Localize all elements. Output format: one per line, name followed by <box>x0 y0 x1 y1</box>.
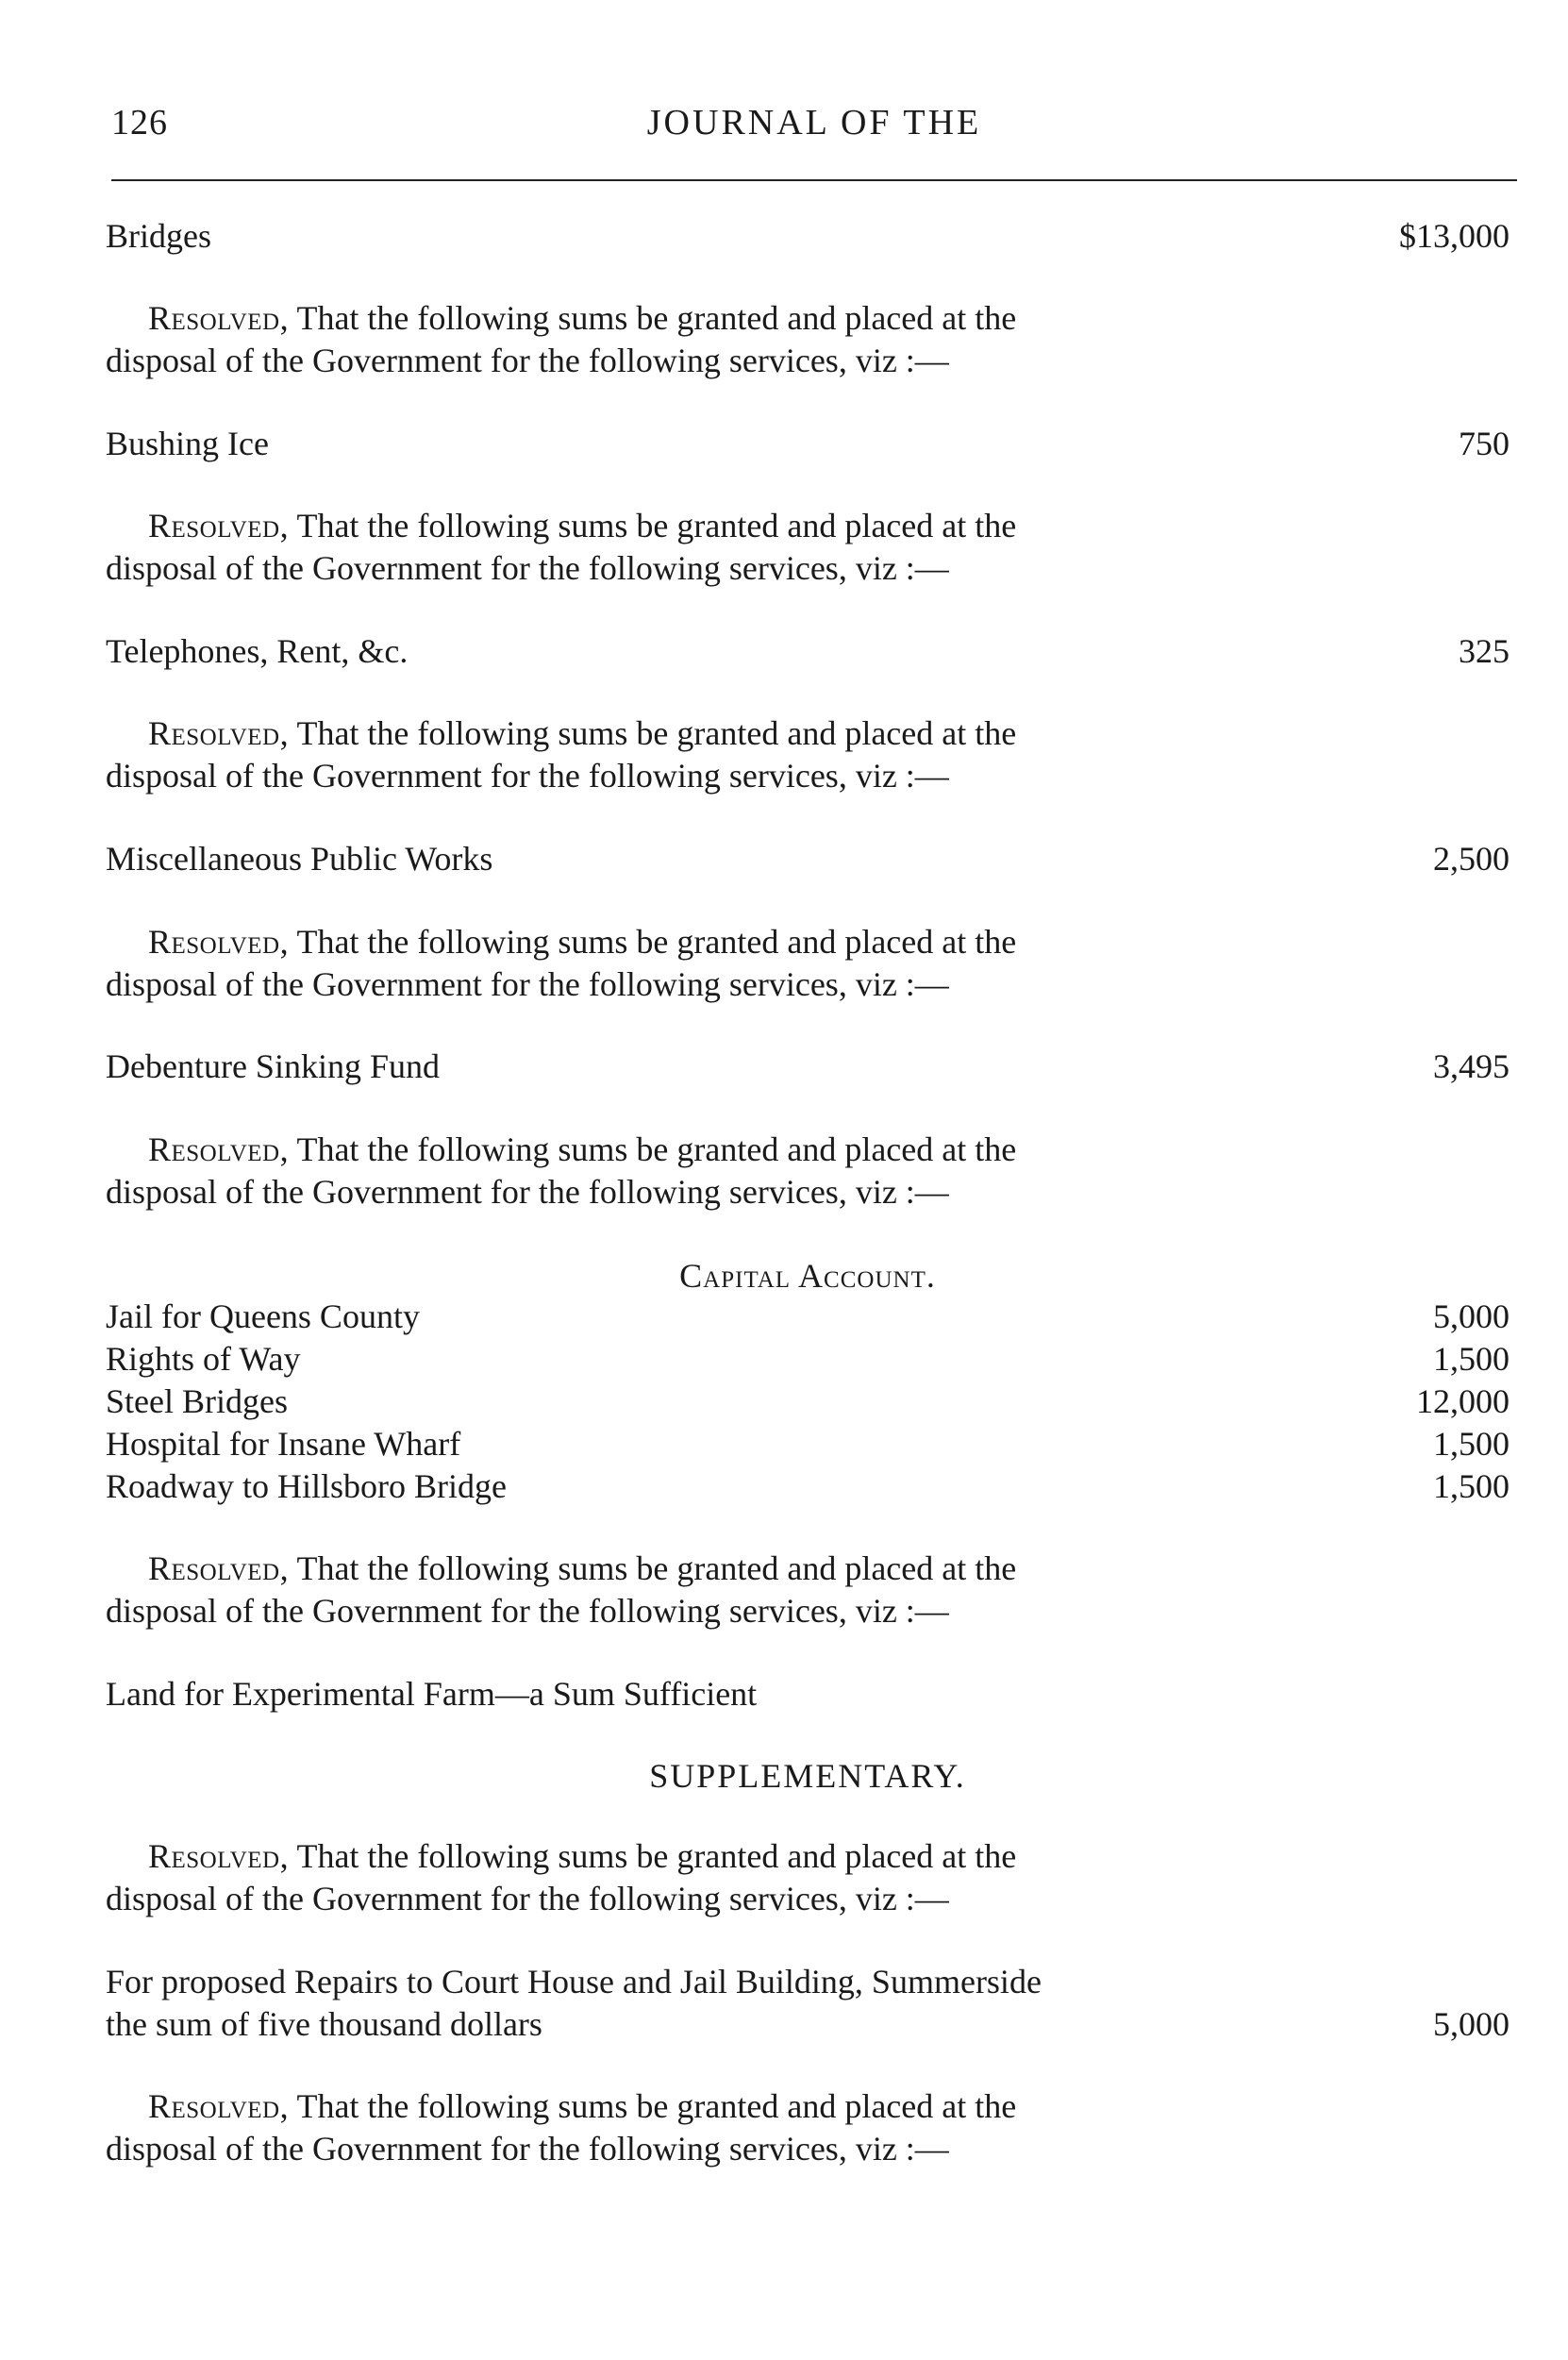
resolved-lead: Resolved, <box>148 923 290 961</box>
resolution-line-2: disposal of the Government for the following services, viz :— <box>106 757 949 795</box>
item-label: Bridges <box>106 217 211 255</box>
item-amount: 2,500 <box>1433 840 1510 878</box>
resolved-lead: Resolved, <box>148 507 290 544</box>
resolution-line-2: disposal of the Government for the following services, viz :— <box>106 549 949 587</box>
resolved-lead: Resolved, <box>148 714 290 752</box>
line-item-telephones <box>106 630 1510 672</box>
supplementary-heading: SUPPLEMENTARY. <box>649 1757 966 1795</box>
resolution-line-2: disposal of the Government for the following services, viz :— <box>106 965 949 1003</box>
resolution-paragraph <box>106 1835 1351 1920</box>
resolution-line-1: That the following sums be granted and placed at the <box>289 299 1017 337</box>
resolution-line-1: That the following sums be granted and placed at the <box>289 1837 1017 1875</box>
resolution-paragraph <box>106 921 1351 1006</box>
resolution-line-1: That the following sums be granted and placed at the <box>289 1549 1017 1587</box>
resolved-lead: Resolved, <box>148 1837 290 1875</box>
item-label-line-1: For proposed Repairs to Court House and Jail Building, Summerside <box>106 1963 1042 2000</box>
resolved-lead: Resolved, <box>148 299 290 337</box>
resolution-line-1: That the following sums be granted and placed at the <box>289 1130 1017 1168</box>
capital-row-label: Hospital for Insane Wharf <box>106 1425 461 1463</box>
line-item-court-house-repairs <box>106 1961 1510 2046</box>
item-label: Land for Experimental Farm—a Sum Sufficient <box>106 1675 758 1713</box>
resolution-line-2: disposal of the Government for the following services, viz :— <box>106 1592 949 1630</box>
running-title: JOURNAL OF THE <box>646 103 982 142</box>
capital-row-label: Rights of Way <box>106 1340 301 1378</box>
capital-row-label: Jail for Queens County <box>106 1297 420 1335</box>
resolved-lead: Resolved, <box>148 2087 290 2125</box>
resolution-line-2: disposal of the Government for the following services, viz :— <box>106 1880 949 1917</box>
line-item-misc-public-works <box>106 838 1510 879</box>
line-item-experimental-farm <box>106 1673 1510 1715</box>
item-label: Telephones, Rent, &c. <box>106 632 409 670</box>
item-amount: 5,000 <box>1433 2005 1510 2043</box>
item-amount: 3,495 <box>1433 1047 1510 1085</box>
resolution-line-1: That the following sums be granted and placed at the <box>289 923 1017 961</box>
capital-row <box>106 1296 1510 1338</box>
resolution-line-2: disposal of the Government for the following services, viz :— <box>106 1173 949 1211</box>
resolution-line-1: That the following sums be granted and placed at the <box>289 507 1017 544</box>
capital-account-heading: Capital Account. <box>679 1257 936 1295</box>
page-header <box>111 102 1517 159</box>
resolution-paragraph <box>106 712 1351 797</box>
line-item-bridges <box>106 215 1510 257</box>
resolution-paragraph <box>106 297 1351 382</box>
page-number: 126 <box>111 103 168 142</box>
item-amount: $13,000 <box>1399 217 1510 255</box>
capital-row <box>106 1381 1510 1423</box>
resolved-lead: Resolved, <box>148 1549 290 1587</box>
capital-row-label: Roadway to Hillsboro Bridge <box>106 1467 507 1505</box>
item-label: Bushing Ice <box>106 425 269 462</box>
capital-row-amount: 1,500 <box>1433 1340 1510 1378</box>
resolved-lead: Resolved, <box>148 1130 290 1168</box>
capital-row-amount: 5,000 <box>1433 1297 1510 1335</box>
resolution-paragraph <box>106 2085 1351 2170</box>
line-item-bushing-ice <box>106 423 1510 464</box>
resolution-line-2: disposal of the Government for the following services, viz :— <box>106 2130 949 2168</box>
resolution-paragraph <box>106 505 1351 590</box>
resolution-paragraph <box>106 1548 1351 1632</box>
resolution-line-1: That the following sums be granted and placed at the <box>289 2087 1017 2125</box>
item-amount: 325 <box>1459 632 1510 670</box>
resolution-paragraph <box>106 1129 1351 1213</box>
item-label: Debenture Sinking Fund <box>106 1047 440 1085</box>
item-amount: 750 <box>1459 425 1510 462</box>
resolution-line-2: disposal of the Government for the following services, viz :— <box>106 342 949 379</box>
capital-row-label: Steel Bridges <box>106 1382 288 1420</box>
resolution-line-1: That the following sums be granted and placed at the <box>289 714 1017 752</box>
item-label: Miscellaneous Public Works <box>106 840 493 878</box>
capital-row <box>106 1338 1510 1381</box>
capital-row-amount: 1,500 <box>1433 1425 1510 1463</box>
line-item-debenture-sinking-fund <box>106 1046 1510 1087</box>
item-label-line-2: the sum of five thousand dollars <box>106 2005 542 2043</box>
capital-row <box>106 1465 1510 1508</box>
capital-row-amount: 12,000 <box>1416 1382 1510 1420</box>
header-rule <box>111 179 1517 181</box>
capital-row <box>106 1423 1510 1465</box>
capital-row-amount: 1,500 <box>1433 1467 1510 1505</box>
